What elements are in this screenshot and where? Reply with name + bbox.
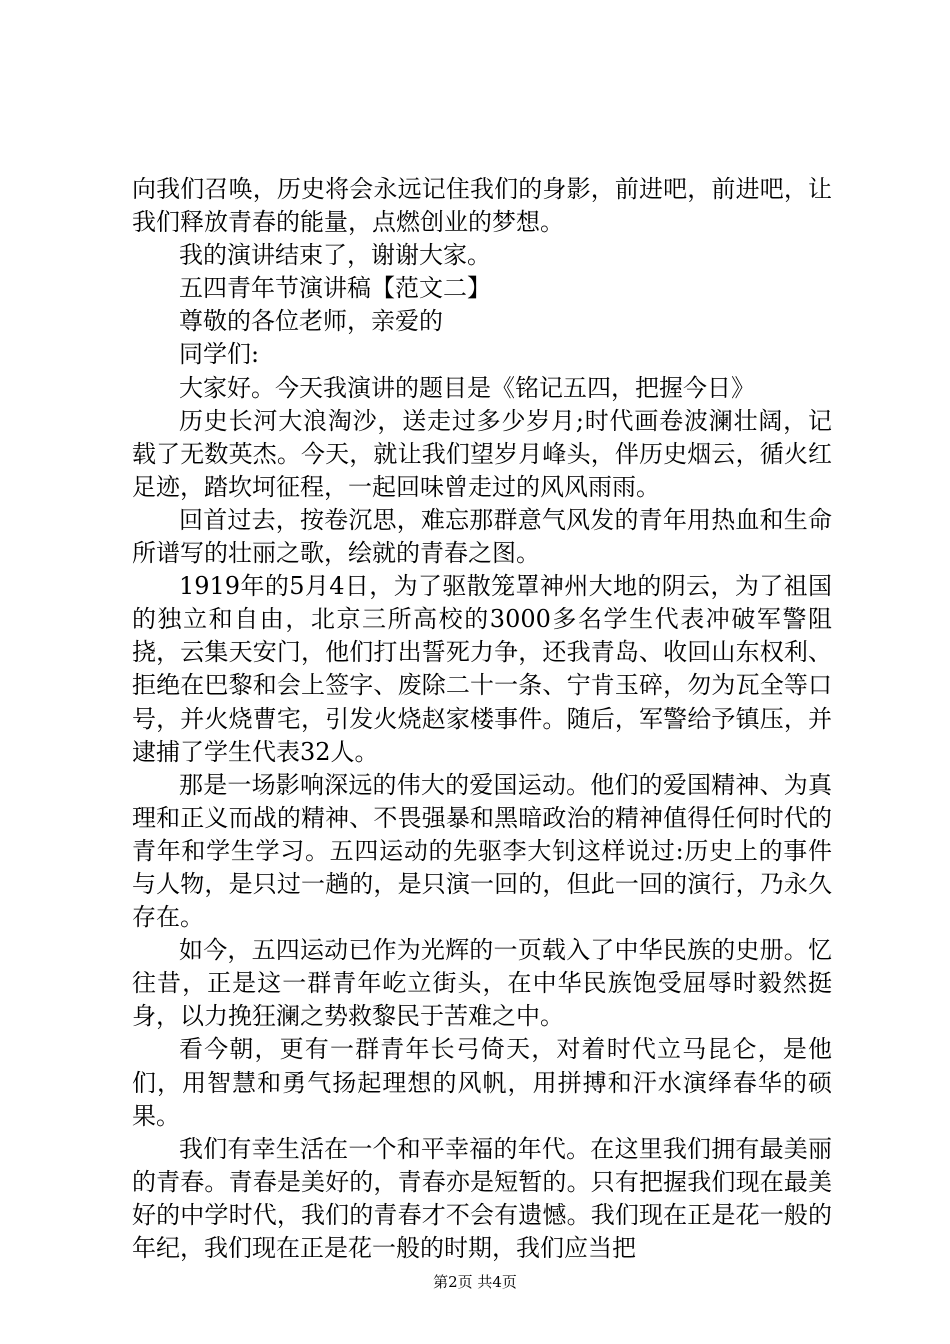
paragraph: 同学们: xyxy=(179,340,260,369)
paragraph: 1919年的5月4日，为了驱散笼罩神州大地的阴云，为了祖国的独立和自由，北京三所高校的3000多名学生代表冲破军警阻挠，云集天安门，他们打出誓死力争，还我青岛、收回山东权利、拒绝在巴黎和会上签字、废除二十一条、宁肯玉碎，勿为瓦全等口号，并火烧曹宅，引发火烧赵家楼事件。随后，军警给予镇压，并逮捕了学生代表32人。 xyxy=(132,572,832,766)
paragraph: 向我们召唤，历史将会永远记住我们的身影，前进吧，前进吧，让我们释放青春的能量，点燃创业的梦想。 xyxy=(132,175,832,237)
document-body xyxy=(132,173,832,1265)
paragraph: 我们有幸生活在一个和平幸福的年代。在这里我们拥有最美丽的青春。青春是美好的，青春亦是短暂的。只有把握我们现在最美好的中学时代，我们的青春才不会有遗憾。我们现在正是花一般的年纪，我们现在正是花一般的时期，我们应当把 xyxy=(132,1134,832,1262)
paragraph: 看今朝，更有一群青年长弓倚天，对着时代立马昆仑，是他们，用智慧和勇气扬起理想的风帆，用拼搏和汗水演绎春华的硕果。 xyxy=(132,1035,832,1130)
page-footer: 第2页 共4页 xyxy=(433,1273,517,1291)
paragraph: 大家好。今天我演讲的题目是《铭记五四，把握今日》 xyxy=(179,373,755,402)
paragraph: 那是一场影响深远的伟大的爱国运动。他们的爱国精神、为真理和正义而战的精神、不畏强暴和黑暗政治的精神值得任何时代的青年和学生学习。五四运动的先驱李大钊这样说过:历史上的事件与人物，是只过一趟的，是只演一回的，但此一回的演行，乃永久存在。 xyxy=(132,770,832,932)
paragraph: 五四青年节演讲稿【范文二】 xyxy=(179,274,491,303)
paragraph: 回首过去，按卷沉思，难忘那群意气风发的青年用热血和生命所谱写的壮丽之歌，绘就的青春之图。 xyxy=(132,505,832,568)
paragraph: 尊敬的各位老师，亲爱的 xyxy=(179,307,443,336)
paragraph: 如今，五四运动已作为光辉的一页载入了中华民族的史册。忆往昔，正是这一群青年屹立街头，在中华民族饱受屈辱时毅然挺身，以力挽狂澜之势救黎民于苦难之中。 xyxy=(132,936,832,1031)
paragraph: 我的演讲结束了，谢谢大家。 xyxy=(179,241,491,270)
paragraph: 历史长河大浪淘沙，送走过多少岁月;时代画卷波澜壮阔，记载了无数英杰。今天，就让我们望岁月峰头，伴历史烟云，循火红足迹，踏坎坷征程，一起回味曾走过的风风雨雨。 xyxy=(132,406,832,501)
